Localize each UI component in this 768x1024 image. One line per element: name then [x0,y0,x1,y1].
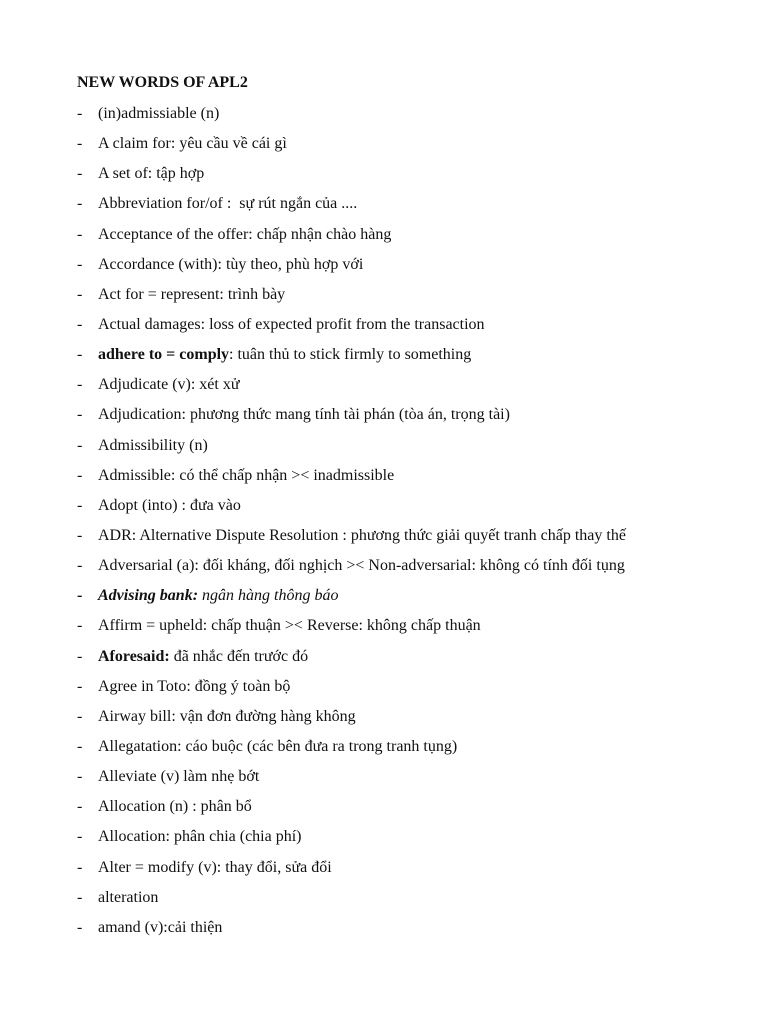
entry-text: Affirm = upheld: chấp thuận >< Reverse: không chấp thuận [98,617,481,635]
entry-term-bold: adhere to = comply [98,346,230,364]
list-item [77,797,737,827]
entry-text: Airway bill: vận đơn đường hàng không [98,707,356,725]
bullet-dash: - [77,526,83,544]
list-item [77,526,737,556]
entry-text: Allocation: phân chia (chia phí) [98,828,302,846]
entry-definition: ngân hàng thông báo [198,587,339,605]
entry-text: Act for = represent: trình bày [98,285,286,303]
list-item [77,134,737,164]
entry-text: Accordance (with): tùy theo, phù hợp với [98,255,364,273]
bullet-dash: - [77,225,83,243]
bullet-dash: - [77,285,83,303]
bullet-dash: - [77,798,83,816]
entry-text: amand (v):cải thiện [98,918,223,936]
page-title: NEW WORDS OF APL2 [77,74,248,91]
bullet-dash: - [77,195,83,213]
entry-text: Adversarial (a): đối kháng, đối nghịch >< Non-adversarial: không có tính đối tụng [98,557,625,575]
bullet-dash: - [77,376,83,394]
bullet-dash: - [77,587,83,605]
entry-term-bold-italic: Advising bank: [98,587,199,605]
bullet-dash: - [77,677,83,695]
entry-text: Adjudicate (v): xét xử [98,376,240,394]
list-item [77,255,737,285]
entry-definition: : tuân thủ to stick firmly to something [229,346,472,364]
entry-text: Acceptance of the offer: chấp nhận chào hàng [98,225,392,243]
bullet-dash: - [77,135,83,153]
entry-text: Adopt (into) : đưa vào [98,496,241,514]
bullet-dash: - [77,768,83,786]
bullet-dash: - [77,737,83,755]
list-item [77,586,737,616]
list-item [77,858,737,888]
entry-text [98,586,338,606]
entry-text: ADR: Alternative Dispute Resolution : phương thức giải quyết tranh chấp thay thế [98,526,626,544]
list-item [77,466,737,496]
bullet-dash: - [77,165,83,183]
list-item [77,767,737,797]
bullet-dash: - [77,647,83,665]
list-item [77,616,737,646]
entry-text: A set of: tập hợp [98,165,205,183]
entry-text: Admissible: có thể chấp nhận >< inadmissible [98,466,395,484]
bullet-dash: - [77,888,83,906]
entry-text: Actual damages: loss of expected profit from the transaction [98,315,485,333]
bullet-dash: - [77,346,83,364]
list-item [77,737,737,767]
bullet-dash: - [77,406,83,424]
entry-text: Abbreviation for/of : sự rút ngắn của .... [98,195,358,213]
bullet-dash: - [77,255,83,273]
list-item [77,225,737,255]
list-item [77,496,737,526]
bullet-dash: - [77,828,83,846]
bullet-dash: - [77,105,83,122]
entry-definition: đã nhắc đến trước đó [169,647,309,665]
list-item [77,194,737,224]
bullet-dash: - [77,617,83,635]
list-item [77,707,737,737]
bullet-dash: - [77,918,83,936]
bullet-dash: - [77,557,83,575]
list-item [77,405,737,435]
list-item [77,436,737,466]
bullet-dash: - [77,858,83,876]
entry-text: Admissibility (n) [98,436,208,454]
list-item [77,918,737,948]
bullet-dash: - [77,315,83,333]
list-item [77,345,737,375]
entry-text: (in)admissiable (n) [98,105,220,122]
list-item [77,104,737,134]
list-item [77,556,737,586]
bullet-dash: - [77,707,83,725]
entry-text [98,345,471,365]
entry-text: Allocation (n) : phân bổ [98,798,252,816]
list-item [77,375,737,405]
entry-text: Allegatation: cáo buộc (các bên đưa ra trong tranh tụng) [98,737,458,755]
bullet-dash: - [77,466,83,484]
list-item [77,677,737,707]
list-item [77,888,737,918]
entry-text: Alter = modify (v): thay đổi, sửa đổi [98,858,332,876]
list-item [77,315,737,345]
list-item [77,827,737,857]
entry-text: alteration [98,888,159,906]
entry-text: A claim for: yêu cầu về cái gì [98,135,287,153]
bullet-dash: - [77,436,83,454]
entry-text [98,647,308,667]
vocabulary-list [77,104,737,948]
entry-text: Alleviate (v) làm nhẹ bớt [98,768,260,786]
list-item [77,164,737,194]
list-item [77,285,737,315]
entry-text: Agree in Toto: đồng ý toàn bộ [98,677,291,695]
list-item [77,647,737,677]
entry-text: Adjudication: phương thức mang tính tài phán (tòa án, trọng tài) [98,406,510,424]
entry-term-bold: Aforesaid: [98,647,170,665]
bullet-dash: - [77,496,83,514]
